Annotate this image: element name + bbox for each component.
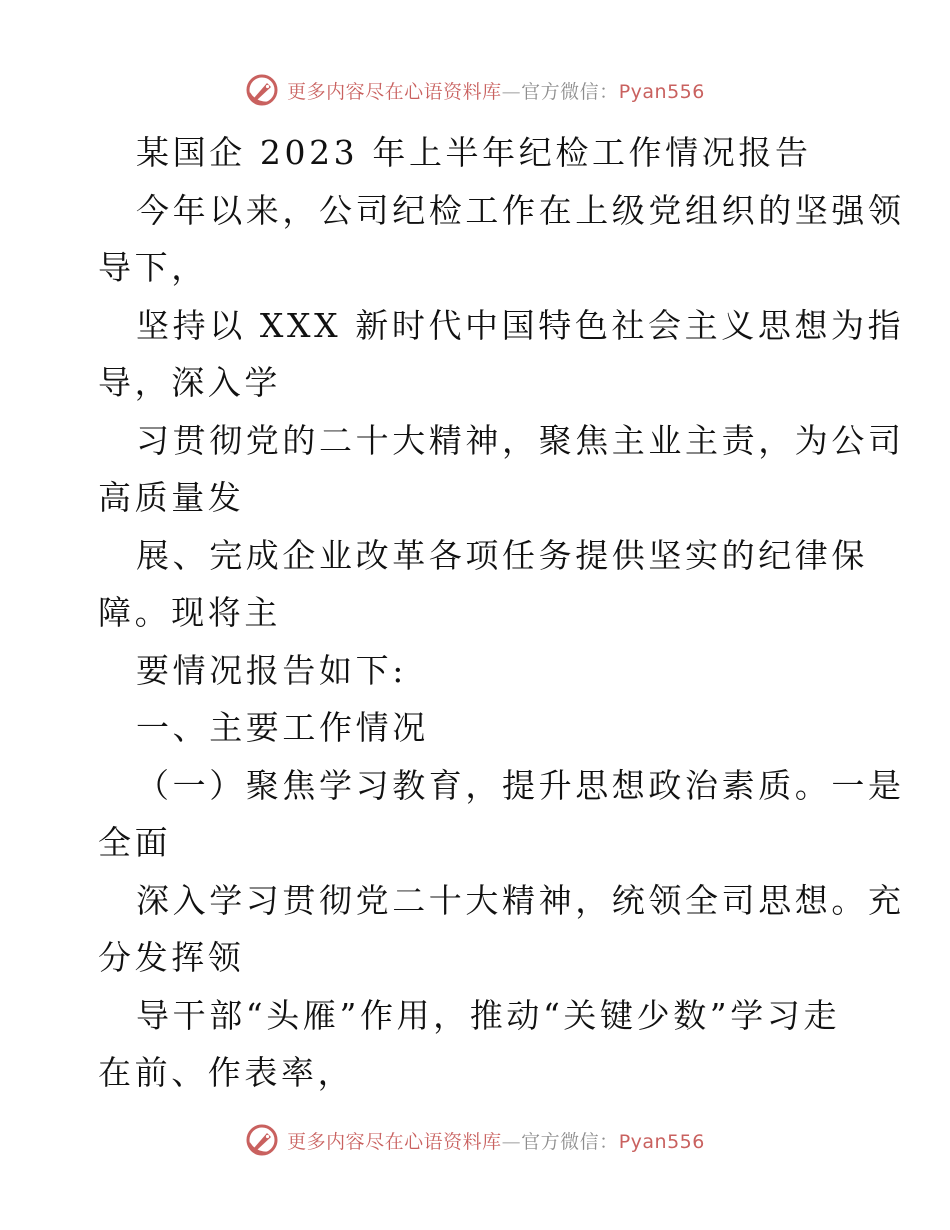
paragraph-line: 展、完成企业改革各项任务提供坚实的纪律保 [136,535,868,575]
banner-separator: — [501,1130,522,1153]
subsection-heading: （一）聚焦学习教育，提升思想政治素质。一是 [136,765,905,805]
pen-nib-logo-icon [245,73,279,107]
banner-text [287,1127,705,1154]
paragraph-line: 导下， [98,248,208,287]
banner-separator: — [501,80,522,103]
paragraph-line: 高质量发 [98,478,245,517]
banner-wechat-label: 官方微信： [521,80,619,103]
paragraph-line: 坚持以 XXX 新时代中国特色社会主义思想为指 [136,305,905,345]
banner-wechat-label: 官方微信： [521,1130,619,1153]
section-heading: 一、主要工作情况 [136,708,429,747]
header-banner [0,70,950,110]
paragraph-line: 导，深入学 [98,363,281,402]
banner-wechat-id: Pyan556 [618,1130,705,1153]
banner-main-text: 更多内容尽在心语资料库 [287,1130,502,1153]
paragraph-line: 全面 [98,823,172,862]
paragraph-line: 今年以来，公司纪检工作在上级党组织的坚强领 [136,190,905,230]
banner-wechat-id: Pyan556 [618,80,705,103]
paragraph-line: 要情况报告如下: [136,650,407,690]
document-title: 某国企 2023 年上半年纪检工作情况报告 [136,133,812,172]
footer-banner [0,1120,950,1160]
banner-main-text: 更多内容尽在心语资料库 [287,80,502,103]
paragraph-line: 深入学习贯彻党二十大精神，统领全司思想。充 [136,880,905,920]
paragraph-line: 习贯彻党的二十大精神，聚焦主业主责，为公司 [136,420,905,460]
paragraph-line: 在前、作表率， [98,1053,355,1092]
paragraph-line: 分发挥领 [98,938,245,977]
document-body [98,124,905,1102]
paragraph-line: 障。现将主 [98,593,281,632]
pen-nib-logo-icon [245,1123,279,1157]
banner-text [287,77,705,104]
paragraph-line: 导干部“头雁”作用，推动“关键少数”学习走 [136,995,841,1035]
